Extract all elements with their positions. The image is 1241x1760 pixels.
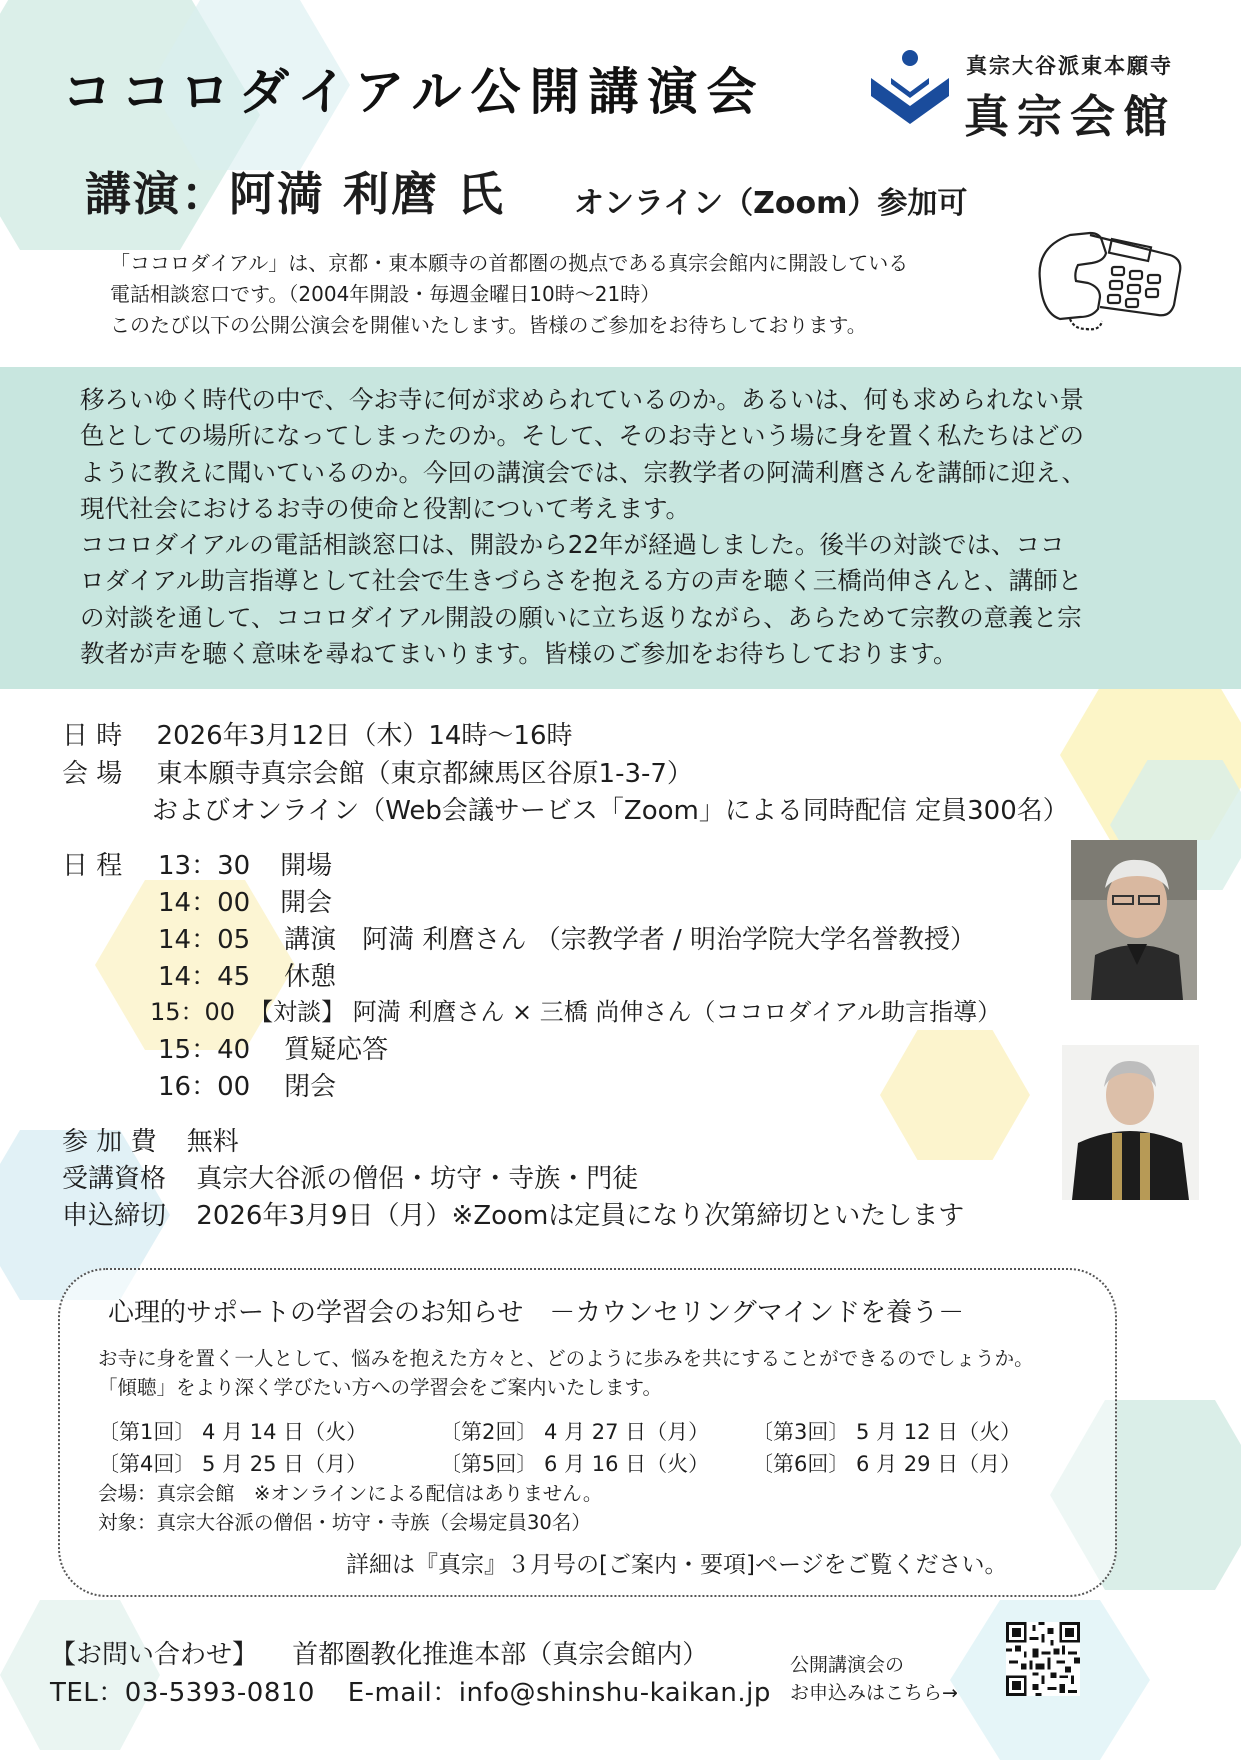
fee-value: 無料 (186, 1127, 239, 1157)
intro-line: このたび以下の公開公演会を開催いたします。皆様のご参加をお待ちしております。 (110, 313, 867, 337)
intro-text (110, 248, 1040, 341)
description-line: ように教えに聞いているのか。今回の講演会では、宗教学者の阿満利麿さんを講師に迎え、 (80, 457, 1086, 487)
schedule-item (158, 919, 976, 956)
session-item: 〔第1回〕 4 月 14 日（火） (98, 1420, 368, 1444)
schedule-item (158, 956, 336, 993)
schedule-text: 休憩 (284, 962, 337, 992)
venue-row (62, 756, 693, 792)
study-details: 詳細は『真宗』３月号の[ご案内・要項]ページをご覧ください。 (346, 1552, 1008, 1578)
deadline-label: 申込締切 (62, 1201, 167, 1231)
schedule-item (158, 1029, 388, 1066)
schedule-text: 講演 阿満 利麿さん （宗教学者 / 明治学院大学名誉教授） (284, 925, 976, 955)
logo-subtitle: 真宗大谷派東本願寺 (966, 54, 1173, 78)
schedule-time: 14：45 (158, 962, 251, 992)
schedule-text: 質疑応答 (284, 1035, 389, 1065)
speaker-heading: 講演：阿満 利麿 氏 (85, 167, 506, 221)
schedule-label: 日 程 (62, 851, 123, 881)
qr-caption: 公開講演会の (790, 1654, 905, 1676)
page-title: ココロダイアル公開講演会 (62, 63, 766, 121)
telephone-icon (1030, 225, 1185, 340)
session-item: 〔第4回〕 5 月 25 日（月） (98, 1452, 368, 1476)
schedule-text: 開会 (280, 888, 333, 918)
date-value: 2026年3月12日（木）14時～16時 (156, 721, 573, 751)
qr-code[interactable] (1006, 1622, 1080, 1696)
study-session-title: 心理的サポートの学習会のお知らせ －カウンセリングマインドを養う－ (108, 1298, 965, 1328)
session-item: 〔第5回〕 6 月 16 日（火） (440, 1452, 710, 1476)
date-row (62, 718, 573, 754)
qualification-label: 受講資格 (62, 1164, 167, 1194)
schedule-time: 15：00 (150, 998, 236, 1026)
contact-org: 首都圏教化推進本部（真宗会館内） (292, 1640, 709, 1670)
qualification-value: 真宗大谷派の僧侶・坊守・寺族・門徒 (196, 1164, 639, 1194)
venue-label: 会 場 (62, 759, 123, 789)
logo-name: 真宗会館 (964, 90, 1177, 143)
schedule-item (158, 1066, 336, 1103)
qualification-row (62, 1161, 638, 1197)
schedule-text: 【対談】 阿満 利麿さん × 三橋 尚伸さん（ココロダイアル助言指導） (249, 998, 1002, 1026)
fee-label: 参 加 費 (62, 1127, 157, 1157)
contact-row (50, 1634, 708, 1671)
venue-online: およびオンライン（Web会議サービス「Zoom」による同時配信 定員300名） (152, 796, 1069, 826)
description-line: の対談を通して、ココロダイアル開設の願いに立ち返りながら、あらためて宗教の意義と宗 (80, 602, 1082, 632)
schedule-time: 15：40 (158, 1035, 251, 1065)
study-session-text: お寺に身を置く一人として、悩みを抱えた方々と、どのように歩みを共にすることができるのでしょうか。 (98, 1347, 1034, 1370)
intro-line: 電話相談窓口です。（2004年開設・毎週金曜日10時～21時） (110, 282, 661, 306)
description-line: ロダイアル助言指導として社会で生きづらさを抱える方の声を聴く三橋尚伸さんと、講師と (80, 566, 1083, 596)
schedule-time: 13：30 (158, 851, 251, 881)
date-label: 日 時 (62, 721, 123, 751)
deadline-value: 2026年3月9日（月）※Zoomは定員になり次第締切といたします (196, 1201, 965, 1231)
schedule-text: 開場 (280, 851, 333, 881)
description-line: ココロダイアルの電話相談窓口は、開設から22年が経過しました。後半の対談では、ココ (80, 530, 1065, 560)
speaker-photo-mitsuhashi (1062, 1045, 1199, 1200)
schedule-text: 閉会 (284, 1072, 337, 1102)
contact-tel[interactable]: TEL：03-5393-0810 (50, 1678, 315, 1708)
schedule-time: 14：05 (158, 925, 251, 955)
logo-mark (865, 48, 955, 130)
description-text (80, 382, 1170, 672)
session-item: 〔第3回〕 5 月 12 日（火） (752, 1420, 1022, 1444)
session-item: 〔第6回〕 6 月 29 日（月） (752, 1452, 1022, 1476)
schedule-time: 16：00 (158, 1072, 251, 1102)
study-venue: 会場：真宗会館 ※オンラインによる配信はありません。 (98, 1482, 603, 1505)
decor-hex (880, 1030, 1030, 1160)
study-session-text: 「傾聴」をより深く学びたい方への学習会をご案内いたします。 (98, 1376, 662, 1399)
study-target: 対象：真宗大谷派の僧侶・坊守・寺族（会場定員30名） (98, 1511, 591, 1534)
description-line: 教者が声を聴く意味を尋ねてまいります。皆様のご参加をお待ちしております。 (80, 639, 958, 669)
deadline-row (62, 1198, 964, 1234)
description-line: 現代社会におけるお寺の使命と役割について考えます。 (80, 493, 691, 523)
qr-caption: お申込みはこちら→ (790, 1682, 958, 1704)
speaker-photo-amane (1071, 840, 1197, 1000)
session-item: 〔第2回〕 4 月 27 日（月） (440, 1420, 710, 1444)
schedule-time: 14：00 (158, 888, 251, 918)
online-note: オンライン（Zoom）参加可 (574, 186, 968, 221)
fee-row (62, 1124, 239, 1160)
contact-tel-row (50, 1672, 771, 1709)
contact-email[interactable]: E-mail：info@shinshu-kaikan.jp (347, 1678, 771, 1708)
description-line: 色としての場所になってしまったのか。そして、そのお寺という場に身を置く私たちはどの (80, 421, 1085, 451)
schedule-item (158, 882, 332, 919)
venue-value: 東本願寺真宗会館（東京都練馬区谷原1-3-7） (156, 759, 693, 789)
intro-line: 「ココロダイアル」は、京都・東本願寺の首都圏の拠点である真宗会館内に開設している (110, 251, 909, 275)
contact-label: 【お問い合わせ】 (50, 1640, 259, 1670)
description-line: 移ろいゆく時代の中で、今お寺に何が求められているのか。あるいは、何も求められない景 (80, 385, 1085, 414)
schedule-item (150, 992, 1001, 1027)
schedule-item (158, 845, 332, 882)
